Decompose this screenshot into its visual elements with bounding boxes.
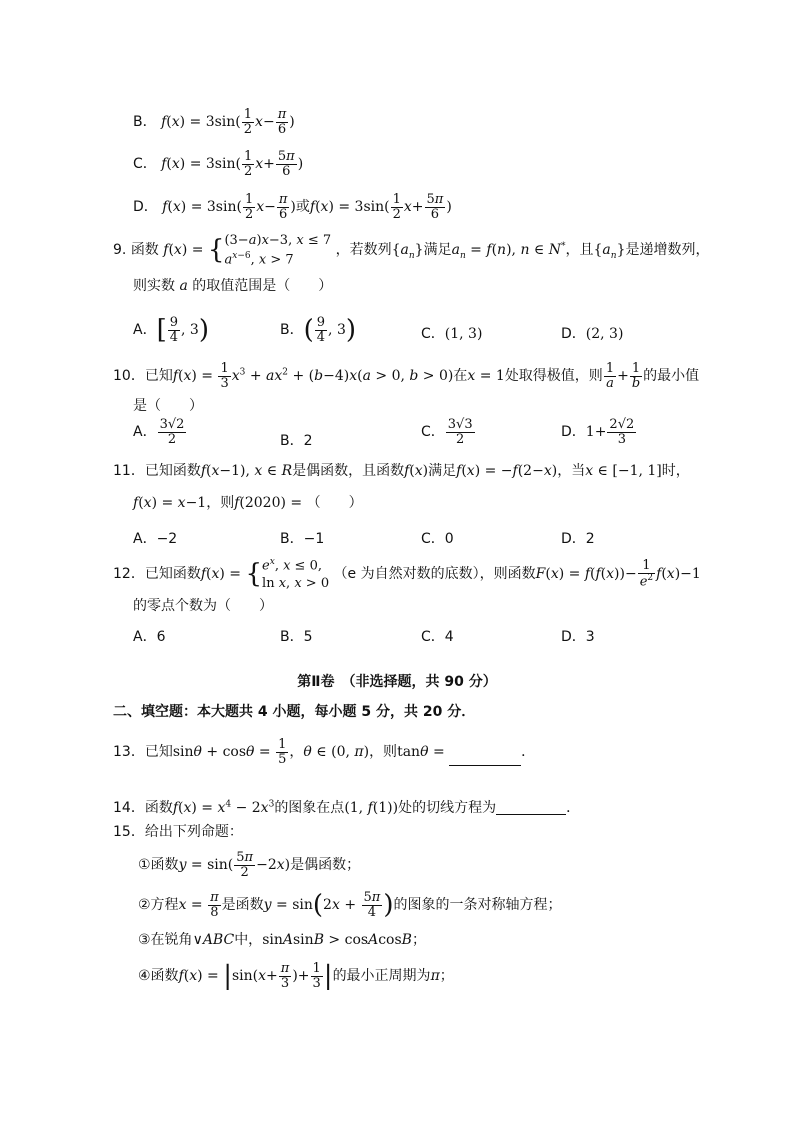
q9-option-d [561, 323, 623, 343]
q15-text: ③在锐角 [138, 932, 193, 948]
q15-text: ①函数 [138, 857, 179, 874]
q8-option-d: D． f(x) = 3sin( $\frac{1}{2}$ x− $\frac{\pi}{6}$ )或f(x) = 3sin( $\frac{1}{2}$ x+ $\frac{5\pi}{6}$ ) [133, 192, 452, 222]
q11-text: ，当 [557, 463, 586, 479]
q15-prop-2: ②方程x = $\frac{\pi}{8}$ 是函数y = sin(2x + $\frac{5\pi}{4}$ )的图象的一条对称轴方程； [138, 890, 562, 921]
option-letter: D． [133, 199, 158, 216]
q9-text: 满足 [423, 242, 452, 259]
question-number: 10．已知 [113, 368, 173, 385]
q14-text: ． [566, 800, 581, 816]
q8-option-c: C． f(x) = 3sin( $\frac{1}{2}$ x+ $\frac{5\pi}{6}$ ) [133, 149, 304, 179]
q12-line2 [133, 599, 273, 613]
or-text: 或 [295, 199, 310, 216]
q15-text: 的最小正周期为 [332, 968, 431, 985]
option-value: (1, 3) [444, 326, 483, 342]
q9-text: ，且 [565, 242, 594, 259]
q15-text: 是偶函数； [290, 857, 361, 874]
q10-stem: 10．已知f(x) = $\frac{1}{3}$ $x^3 + ax^2 + (b-4)x(a > 0$, b > 0)在x = 1处取得极值，则 $\frac{1}{a}$ + $\frac{1}{b}$ 的最小值 [113, 361, 700, 391]
q15-prop-1: ①函数y = sin( $\frac{5\pi}{2}$ −2x)是偶函数； [138, 850, 361, 880]
question-number: 14．函数 [113, 800, 173, 816]
q11-option-a: A．−2 [133, 531, 178, 547]
q9-text: 是递增数列， [625, 242, 710, 259]
q10-text: 的最小值 [643, 368, 700, 385]
option-letter: A． [133, 424, 157, 441]
q9-stem: 9. 函数 f(x) = { (3−a)x−3, x ≤ 7 $a^{x-6}$, x > 7 ，若数列$\{a_n\}$满足$a_n = f(n)$, n ∈ N*，且$\{a_n\}$是递增数列， [113, 233, 710, 267]
q15-prop-4: ④函数f(x) = |sin(x+ $\frac{\pi}{3}$ )+ $\frac{1}{3}$ |的最小正周期为π； [138, 961, 454, 992]
q10-option-a: A． $\frac{3√2}{2}$ [133, 417, 185, 447]
q15-text: ； [411, 932, 426, 948]
q12-option-d: D．3 [561, 629, 595, 645]
q11-option-b: B．−1 [280, 531, 325, 547]
q15-text: 中， [234, 932, 263, 948]
q11-stem: 11．已知函数f(x−1), x ∈ R是偶函数，且函数f(x)满足f(x) = −f(2−x)，当x ∈ [−1, 1]时， [113, 463, 690, 479]
piecewise: $e^x$, x ≤ 0, ln x, x > 0 [262, 557, 330, 591]
question-number: 13．已知 [113, 744, 173, 761]
q15-text: ④函数 [138, 968, 179, 985]
q13-text: ， [289, 744, 304, 761]
section-heading: 二、填空题：本大题共 4 小题，每小题 5 分，共 20 分． [113, 704, 476, 720]
q12-stem: 12．已知函数f(x) = { $e^x$, x ≤ 0, ln x, x > 0 （e 为自然对数的底数），则函数F(x) = f(f(x))− $\frac{1}{e^2}$ f(x)−1 [113, 557, 701, 591]
q11-text: 满足 [428, 463, 457, 479]
q15-prop-3: ③在锐角∨ABC中，sinAsinB > cosAcosB； [138, 932, 426, 948]
triangle-symbol: ∨ [192, 932, 203, 948]
option-value: (2, 3) [585, 326, 624, 342]
option-letter: D． [561, 424, 586, 441]
q14-stem: 14．函数$f(x) = x^4 - 2x^3$的图象在点(1, f(1))处的切线方程为 ． [113, 799, 581, 816]
q15-text: 的图象的一条对称轴方程； [393, 897, 562, 914]
q15-text: ②方程 [138, 897, 179, 914]
q9-option-a: A．[ $\frac{9}{4}$ , 3) [133, 315, 209, 346]
option-letter: B． [133, 114, 157, 131]
section-title: 第Ⅱ卷 （非选择题，共 90 分） [297, 674, 497, 690]
piecewise: (3−a)x−3, x ≤ 7 $a^{x-6}$, x > 7 [224, 233, 332, 267]
q12-option-a: A．6 [133, 629, 166, 645]
q11-option-d: D．2 [561, 531, 595, 547]
q14-text: 的图象在点 [274, 800, 345, 816]
q11-option-c: C．0 [421, 531, 454, 547]
q11-line2: f(x) = x−1，则f(2020) = （ ） [133, 495, 363, 511]
q9-option-b: B．( $\frac{9}{4}$ , 3) [280, 315, 357, 346]
q10-option-c: C． $\frac{3√3}{2}$ [421, 417, 473, 447]
q13-stem: 13．已知sinθ + cosθ = $\frac{1}{5}$ ，θ ∈ (0, π)，则tanθ = ． [113, 737, 536, 767]
option-letter: A． [133, 322, 157, 339]
q11-text: ，则 [206, 495, 235, 511]
q10-option-b [280, 430, 313, 450]
question-number: 11．已知函数 [113, 463, 201, 479]
q10-line2 [133, 399, 203, 413]
q13-text: ． [521, 744, 536, 761]
option-letter: C． [133, 156, 157, 173]
q13-text: ，则 [369, 744, 398, 761]
q9-text: 的取值范围是（ ） [192, 278, 333, 294]
option-letter: C． [421, 326, 445, 342]
q10-text: 处取得极值，则 [504, 368, 603, 385]
q15-stem: 15．给出下列命题： [113, 824, 243, 840]
answer-blank[interactable] [449, 751, 521, 766]
option-letter: B．2 [280, 433, 313, 449]
q9-option-c [421, 323, 482, 343]
q9-text: ，若数列 [335, 242, 392, 259]
option-letter: D． [561, 326, 586, 342]
q10-text: 是（ ） [133, 398, 203, 414]
answer-blank[interactable] [496, 800, 566, 815]
question-number: 12．已知函数 [113, 566, 201, 583]
question-number: 9. [113, 242, 127, 259]
q12-option-c: C．4 [421, 629, 454, 645]
q14-text: 处的切线方程为 [398, 800, 497, 816]
option-letter: B． [280, 322, 304, 339]
option-letter: C． [421, 424, 445, 441]
q9-text: 则实数 [133, 278, 175, 294]
q12-option-b: B．5 [280, 629, 313, 645]
q10-option-d: D．1+ $\frac{2√2}{3}$ [561, 417, 635, 447]
q12-text: 的零点个数为（ ） [133, 598, 273, 614]
q8-option-b: B． f(x) = 3sin( $\frac{1}{2}$ x− $\frac{\pi}{6}$ ) [133, 107, 295, 137]
q9-text: 函数 [130, 242, 159, 259]
q15-text: ； [439, 968, 454, 985]
q15-text: 是函数 [221, 897, 264, 914]
q12-text: （e 为自然对数的底数），则函数 [333, 566, 536, 583]
q11-text: （ ） [306, 495, 363, 511]
q11-text: 是偶函数，且函数 [292, 463, 405, 479]
q9-line2: 则实数 a 的取值范围是（ ） [133, 278, 333, 294]
q11-text: 时， [661, 463, 690, 479]
q10-text: 在 [453, 368, 468, 385]
